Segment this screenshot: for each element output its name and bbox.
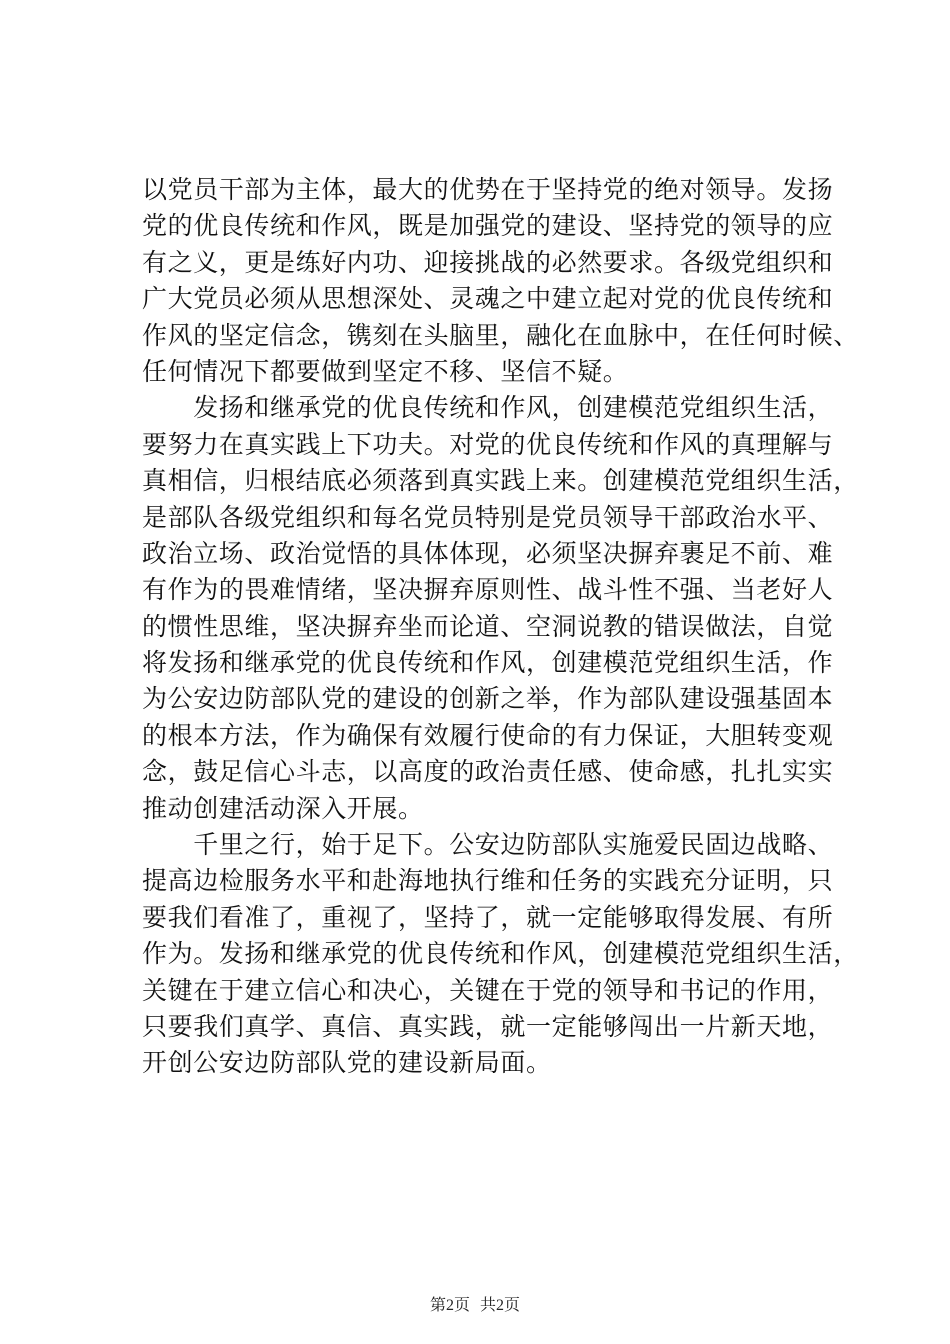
text-line: 政治立场、政治觉悟的具体体现，必须坚决摒弃裹足不前、难: [142, 538, 834, 568]
text-line: 有作为的畏难情绪，坚决摒弃原则性、战斗性不强、当老好人: [142, 575, 834, 605]
text-line: 为公安边防部队党的建设的创新之举，作为部队建设强基固本: [142, 684, 834, 714]
text-line: 以党员干部为主体，最大的优势在于坚持党的绝对领导。发扬: [142, 175, 834, 204]
text-line: 党的优良传统和作风，既是加强党的建设、坚持党的领导的应: [142, 211, 834, 241]
text-line: 提高边检服务水平和赴海地执行维和任务的实践充分证明，只: [142, 866, 834, 896]
text-line: 任何情况下都要做到坚定不移、坚信不疑。: [142, 356, 629, 386]
text-line: 的根本方法，作为确保有效履行使命的有力保证，大胆转变观: [142, 720, 834, 750]
text-line: 作为。发扬和继承党的优良传统和作风，创建模范党组织生活，: [142, 939, 859, 969]
body-text: [142, 172, 859, 1082]
text-line: 广大党员必须从思想深处、灵魂之中建立起对党的优良传统和: [142, 284, 834, 314]
page-footer: [0, 1296, 950, 1316]
text-line: 关键在于建立信心和决心，关键在于党的领导和书记的作用，: [142, 975, 834, 1005]
text-line: 有之义，更是练好内功、迎接挑战的必然要求。各级党组织和: [142, 247, 834, 277]
text-line: 将发扬和继承党的优良传统和作风，创建模范党组织生活，作: [142, 648, 834, 678]
text-line: 是部队各级党组织和每名党员特别是党员领导干部政治水平、: [142, 502, 834, 532]
text-line: 要努力在真实践上下功夫。对党的优良传统和作风的真理解与: [142, 429, 834, 459]
text-line: 的惯性思维，坚决摒弃坐而论道、空洞说教的错误做法，自觉: [142, 611, 834, 641]
text-line: 推动创建活动深入开展。: [142, 793, 424, 823]
page-number: 第2页: [429, 1297, 470, 1314]
text-line: 念，鼓足信心斗志，以高度的政治责任感、使命感，扎扎实实: [142, 757, 834, 787]
text-line: 要我们看准了，重视了，坚持了，就一定能够取得发展、有所: [142, 902, 834, 932]
text-line: 作风的坚定信念，镌刻在头脑里，融化在血脉中，在任何时候、: [142, 320, 859, 350]
text-line: 只要我们真学、真信、真实践，就一定能够闯出一片新天地，: [142, 1011, 834, 1041]
text-line: 真相信，归根结底必须落到真实践上来。创建模范党组织生活，: [142, 466, 859, 496]
text-line: 千里之行，始于足下。公安边防部队实施爱民固边战略、: [142, 830, 834, 860]
page-total: 共2页: [480, 1297, 521, 1314]
text-line: 开创公安边防部队党的建设新局面。: [142, 1048, 552, 1078]
text-line: 发扬和继承党的优良传统和作风，创建模范党组织生活，: [142, 393, 834, 423]
